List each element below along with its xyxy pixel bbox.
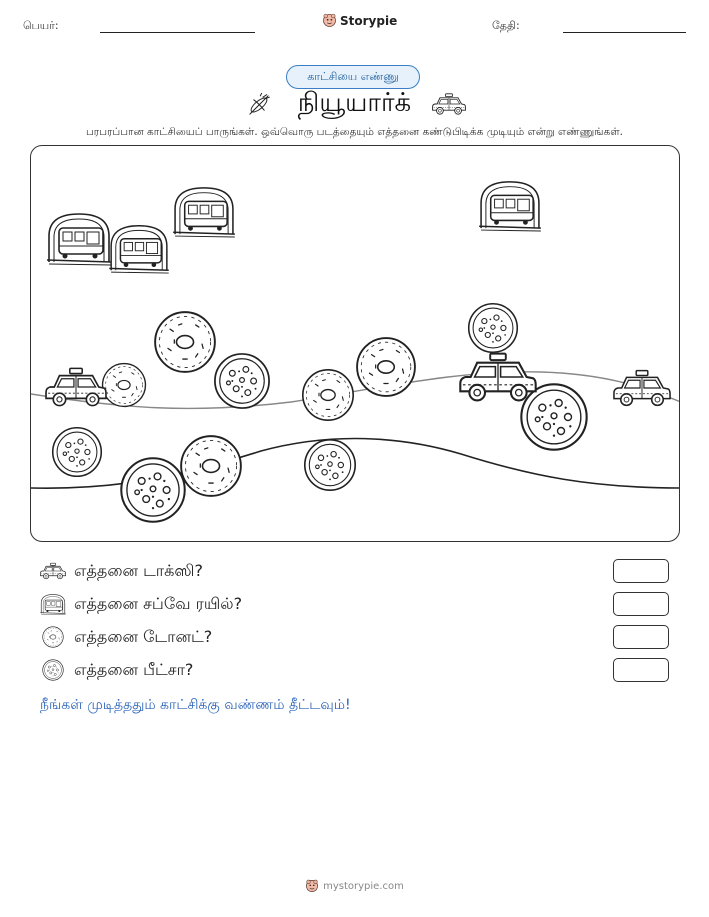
date-write-line[interactable] [563,32,686,33]
name-label: பெயர்: [23,19,59,32]
question-taxi [40,559,203,583]
question-pizza [40,658,193,682]
pizza [521,384,586,449]
footer-site[interactable]: mystorypie.com [323,880,404,892]
footer [0,879,709,893]
pizza-icon [40,659,66,681]
pizza [53,428,102,477]
answer-box-donut[interactable] [613,625,669,649]
date-label: தேதி: [492,19,520,32]
pizza [121,458,184,521]
subway-train-icon [40,593,66,615]
question-subway-train [40,592,242,616]
subway-train [173,188,235,237]
question-donut [40,625,212,649]
subway-train [109,226,168,273]
answer-box-subway-train[interactable] [613,592,669,616]
donut [103,364,146,407]
donut-icon [40,626,66,648]
instructions: பரபரப்பான காட்சியைப் பாருங்கள். ஒவ்வொரு படத்தையும் எத்தனை கண்டுபிடிக்க முடியும் என்று எண்ணுங்கள். [85,126,624,138]
question-text: எத்தனை டோனட்? [74,626,213,646]
activity-badge: காட்சியை எண்ணு [286,65,420,89]
donut [181,436,241,496]
page-title: நியூயார்க் [297,88,412,118]
question-text: எத்தனை சப்வே ரயில்? [74,593,243,613]
donut [357,338,415,396]
taxi [460,354,535,401]
brand-logo [322,13,397,28]
pizza [305,440,355,490]
name-write-line[interactable] [100,32,255,33]
coloring-note: நீங்கள் முடித்ததும் காட்சிக்கு வண்ணம் தீட்டவும்! [40,697,351,713]
taxi-icon [432,92,466,116]
subway-train [479,182,541,231]
pizza [469,304,518,353]
answer-box-pizza[interactable] [613,658,669,682]
counting-scene [30,145,680,542]
question-text: எத்தனை டாக்ஸி? [74,560,203,580]
brand-name: Storypie [340,13,398,28]
question-text: எத்தனை பீட்சா? [74,659,194,679]
taxi [614,371,670,406]
taxi-icon [40,560,66,582]
donut [155,312,215,372]
answer-box-taxi[interactable] [613,559,669,583]
subway-train [47,214,111,265]
donut [303,370,353,420]
mascot-icon [322,13,337,28]
pizza [215,354,269,408]
mascot-icon [305,879,319,893]
